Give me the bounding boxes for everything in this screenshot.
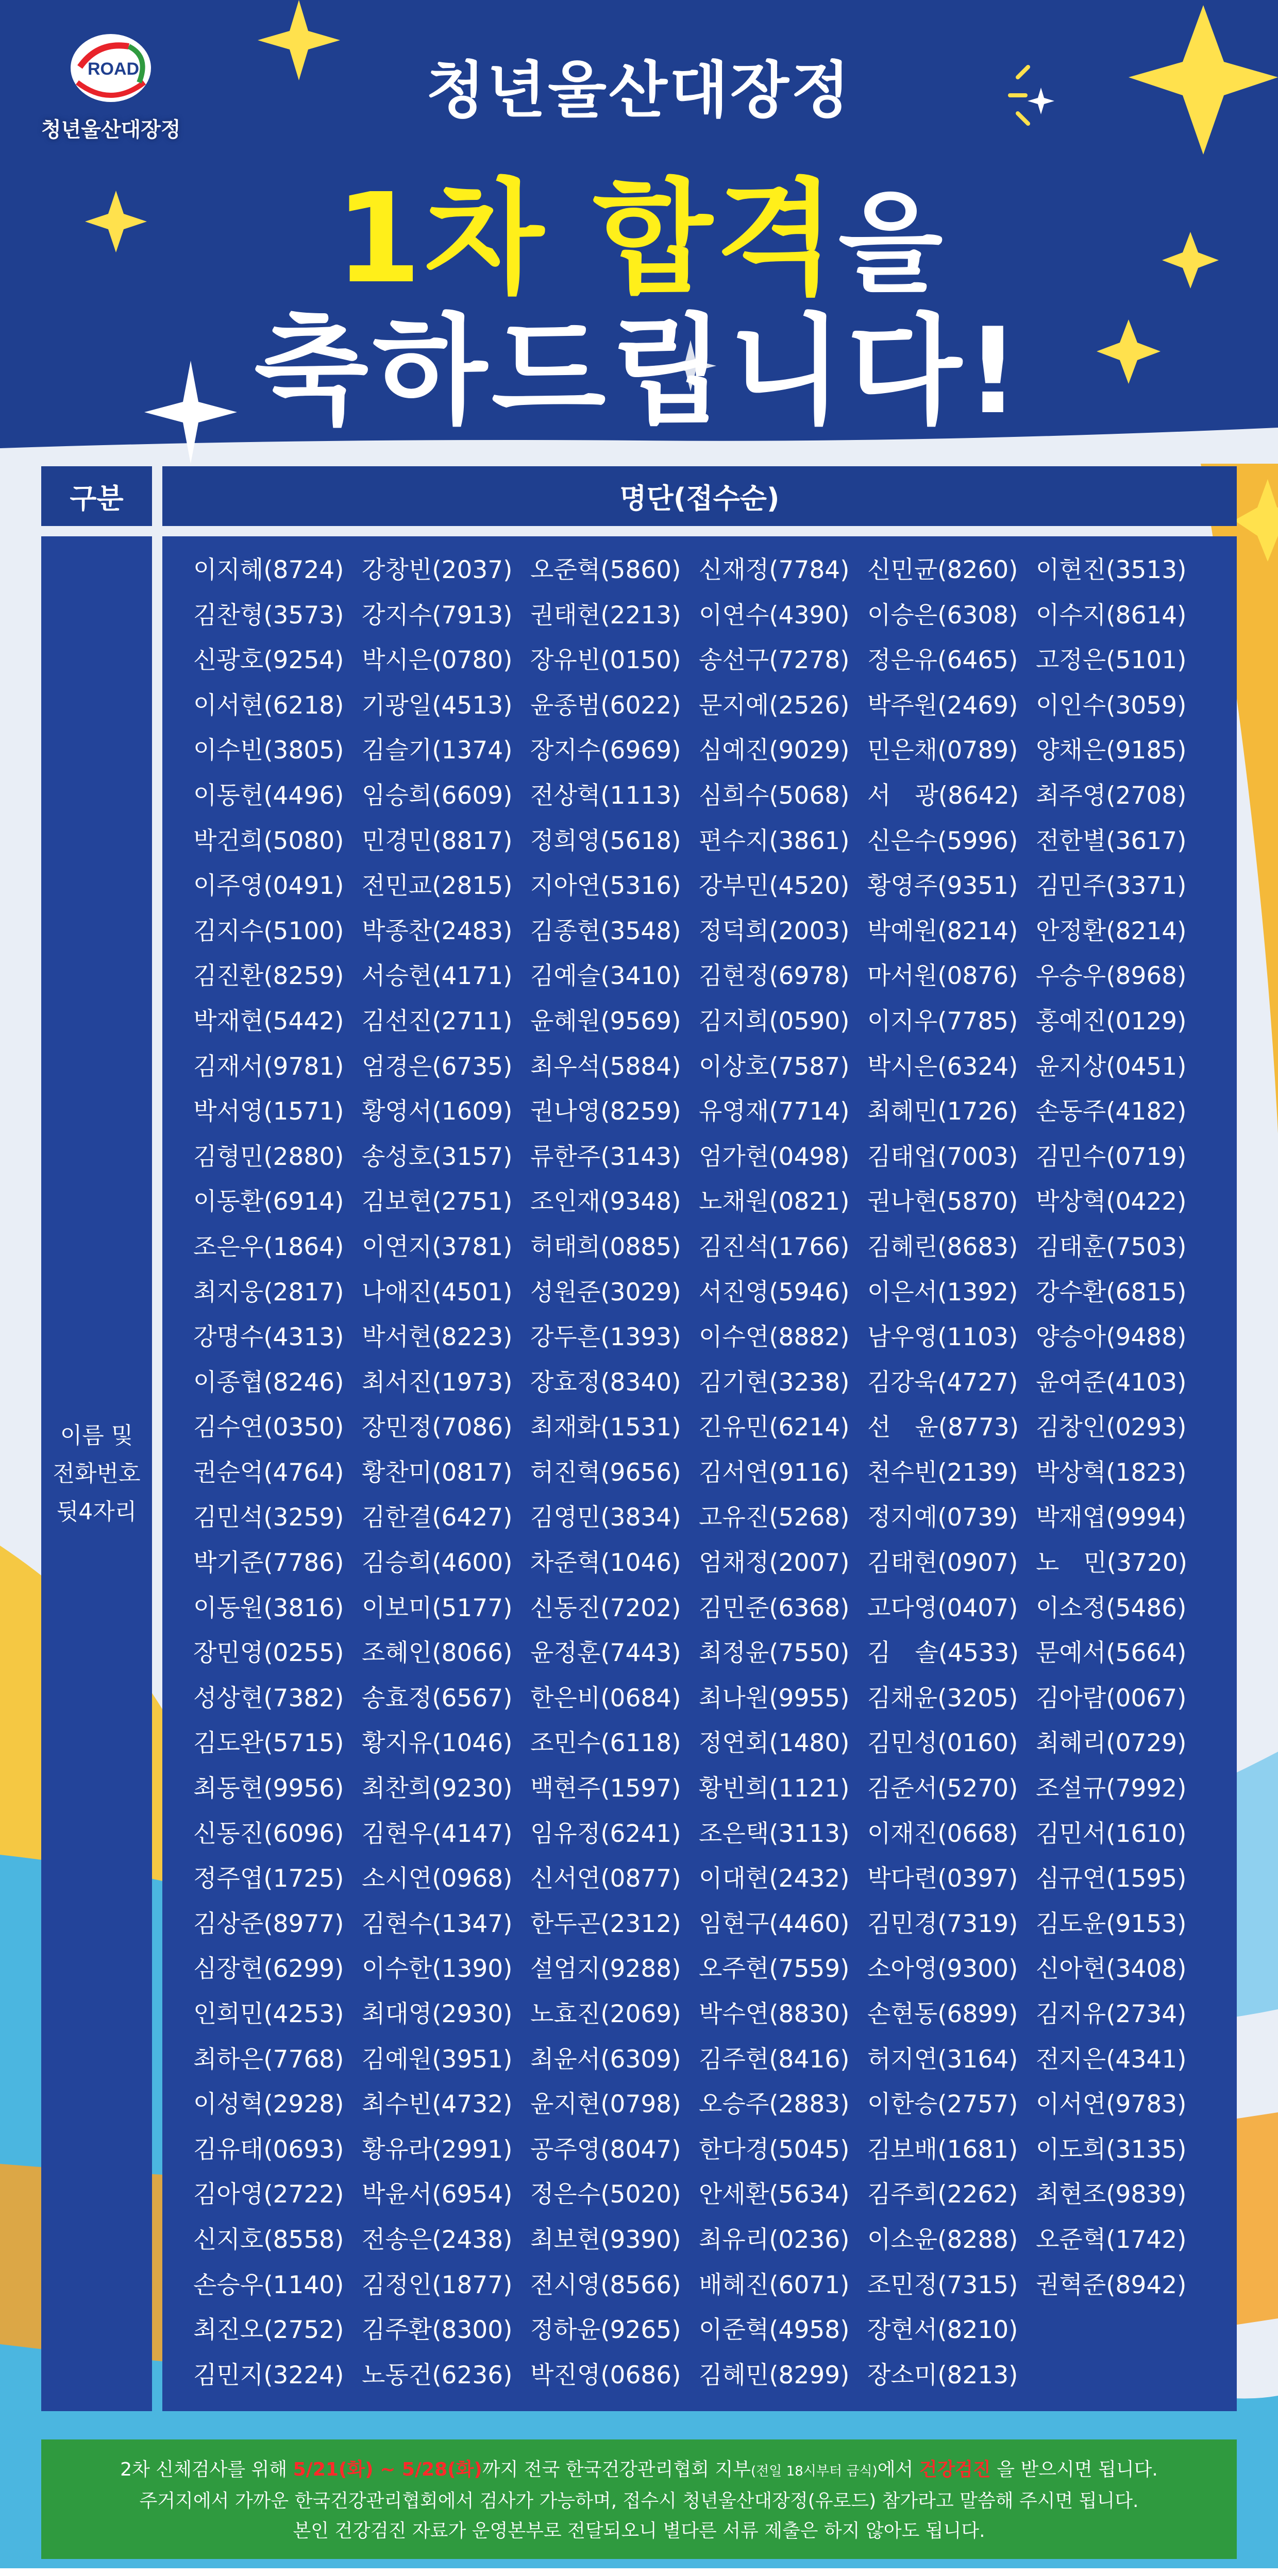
name-entry: 김민서(1610) <box>1036 1819 1187 1848</box>
name-entry: 손승우(1140) <box>193 2270 344 2299</box>
name-entry: 김도윤(9153) <box>1036 1909 1187 1938</box>
name-entry: 김현우(4147) <box>362 1819 513 1848</box>
name-entry: 윤지현(0798) <box>530 2090 681 2119</box>
name-entry: 최하은(7768) <box>193 2045 344 2074</box>
name-entry: 양채은(9185) <box>1036 736 1187 765</box>
name-entry: 서 광(8642) <box>867 781 1019 810</box>
name-entry: 한은비(0684) <box>530 1684 681 1713</box>
name-entry: 최보현(9390) <box>530 2225 681 2254</box>
name-entry: 김민석(3259) <box>193 1503 344 1532</box>
name-entry: 최찬희(9230) <box>362 1774 513 1803</box>
name-entry: 윤정훈(7443) <box>530 1639 681 1668</box>
name-entry: 공주영(8047) <box>530 2135 681 2164</box>
name-entry: 박예원(8214) <box>867 917 1018 945</box>
name-entry: 권나현(5870) <box>867 1188 1018 1216</box>
name-entry: 허지연(3164) <box>867 2045 1018 2074</box>
name-entry: 김주희(2262) <box>867 2180 1018 2209</box>
headline-highlight: 1차 합격 <box>335 166 838 311</box>
name-entry: 정희영(5618) <box>530 826 681 855</box>
name-entry: 강두흔(1393) <box>530 1323 681 1352</box>
name-entry: 강지수(7913) <box>362 601 513 630</box>
name-entry: 최현조(9839) <box>1036 2180 1187 2209</box>
name-entry: 전송은(2438) <box>362 2225 513 2254</box>
name-entry: 김창인(0293) <box>1036 1413 1187 1442</box>
name-entry: 손현동(6899) <box>867 2000 1018 2028</box>
name-entry: 노효진(2069) <box>530 2000 681 2028</box>
name-entry: 천수빈(2139) <box>867 1458 1018 1487</box>
name-entry: 서진영(5946) <box>699 1278 850 1307</box>
notice-line2: 주거지에서 가까운 한국건강관리협회에서 검사가 가능하며, 접수시 청년울산대장정(유로드) 참가라고 말씀해 주시면 됩니다. <box>139 2490 1139 2512</box>
name-entry: 신민균(8260) <box>867 556 1018 584</box>
name-entry: 정하윤(9265) <box>530 2316 681 2345</box>
name-entry: 엄채정(2007) <box>699 1549 850 1578</box>
notice-checkup: 건강검진 <box>919 2459 991 2480</box>
name-entry: 선 윤(8773) <box>867 1413 1019 1442</box>
name-entry: 신지호(8558) <box>193 2225 344 2254</box>
name-entry: 김 솔(4533) <box>867 1639 1019 1668</box>
name-entry: 권순억(4764) <box>193 1458 344 1487</box>
name-entry: 김기현(3238) <box>699 1368 850 1397</box>
name-entry: 김민성(0160) <box>867 1729 1018 1758</box>
name-entry: 심규연(1595) <box>1036 1865 1187 1893</box>
name-entry: 김민준(6368) <box>699 1594 850 1622</box>
name-entry: 문지예(2526) <box>699 691 850 720</box>
name-entry: 김보배(1681) <box>867 2135 1018 2164</box>
name-entry: 이한승(2757) <box>867 2090 1018 2119</box>
name-entry: 조인재(9348) <box>530 1188 681 1216</box>
name-entry: 박서영(1571) <box>193 1097 344 1126</box>
name-entry: 이수연(8882) <box>699 1323 850 1352</box>
name-entry: 최혜민(1726) <box>867 1097 1018 1126</box>
name-entry: 장유빈(0150) <box>530 646 681 675</box>
name-entry: 인희민(4253) <box>193 2000 344 2028</box>
name-entry: 이은서(1392) <box>867 1278 1018 1307</box>
name-entry: 임현구(4460) <box>699 1909 850 1938</box>
name-entry: 정덕희(2003) <box>699 917 850 945</box>
name-entry: 전민교(2815) <box>362 872 513 901</box>
name-entry: 정연회(1480) <box>699 1729 850 1758</box>
notice-line1 <box>41 2455 1237 2486</box>
name-entry: 최지웅(2817) <box>193 1278 344 1307</box>
name-entry: 이연지(3781) <box>362 1232 513 1261</box>
name-entry: 김찬형(3573) <box>193 601 344 630</box>
name-entry: 김주환(8300) <box>362 2316 513 2345</box>
name-entry: 김채윤(3205) <box>867 1684 1018 1713</box>
name-entry: 박상혁(0422) <box>1036 1188 1187 1216</box>
name-entry: 김서연(9116) <box>699 1458 850 1487</box>
name-entry: 김보현(2751) <box>362 1188 513 1216</box>
name-entry: 문예서(5664) <box>1036 1639 1187 1668</box>
name-entry: 최대영(2930) <box>362 2000 513 2028</box>
name-entry: 홍예진(0129) <box>1036 1007 1187 1036</box>
name-entry: 임유정(6241) <box>530 1819 681 1848</box>
name-entry: 김영민(3834) <box>530 1503 681 1532</box>
notice-box <box>41 2439 1237 2559</box>
name-entry: 최윤서(6309) <box>530 2045 681 2074</box>
name-entry: 황영서(1609) <box>362 1097 513 1126</box>
name-entry: 차준혁(1046) <box>530 1549 681 1578</box>
name-entry: 신광호(9254) <box>193 646 344 675</box>
name-entry: 김선진(2711) <box>362 1007 513 1036</box>
name-entry: 김재서(9781) <box>193 1052 344 1081</box>
name-entry: 김지수(5100) <box>193 917 344 945</box>
name-entry: 오주현(7559) <box>699 1955 850 1984</box>
name-entry: 김예원(3951) <box>362 2045 513 2074</box>
name-entry: 이종협(8246) <box>193 1368 344 1397</box>
name-entry: 황찬미(0817) <box>362 1458 513 1487</box>
name-entry: 최유리(0236) <box>699 2225 850 2254</box>
name-entry: 민경민(8817) <box>362 826 513 855</box>
name-entry: 이동환(6914) <box>193 1188 344 1216</box>
name-entry: 이소윤(8288) <box>867 2225 1018 2254</box>
name-entry: 김태업(7003) <box>867 1142 1018 1171</box>
name-entry: 황지유(1046) <box>362 1729 513 1758</box>
name-entry: 신동진(6096) <box>193 1819 344 1848</box>
name-entry: 최우석(5884) <box>530 1052 681 1081</box>
name-entry: 허태희(0885) <box>530 1232 681 1261</box>
name-entry: 전한별(3617) <box>1036 826 1187 855</box>
name-entry: 이주영(0491) <box>193 872 344 901</box>
name-entry: 설엄지(9288) <box>530 1955 681 1984</box>
pass-list-table <box>41 466 1237 2411</box>
name-entry: 김현수(1347) <box>362 1909 513 1938</box>
name-entry: 김태훈(7503) <box>1036 1232 1187 1261</box>
name-entry: 최동현(9956) <box>193 1774 344 1803</box>
name-entry: 정은수(5020) <box>530 2180 681 2209</box>
name-entry: 허진혁(9656) <box>530 1458 681 1487</box>
headline-suffix: 을 <box>838 181 943 307</box>
name-entry: 김슬기(1374) <box>362 736 513 765</box>
category-line: 이름 및 <box>60 1422 133 1449</box>
name-entry: 고유진(5268) <box>699 1503 850 1532</box>
name-entry: 박시은(6324) <box>867 1052 1018 1081</box>
name-entry: 김현정(6978) <box>699 962 850 991</box>
name-entry: 전지은(4341) <box>1036 2045 1187 2074</box>
name-entry: 박다련(0397) <box>867 1865 1018 1893</box>
name-entry: 권나영(8259) <box>530 1097 681 1126</box>
name-entry: 안정환(8214) <box>1036 917 1187 945</box>
headline-line2: 축하드립니다! <box>254 303 1024 440</box>
name-entry: 조혜인(8066) <box>362 1639 513 1668</box>
name-entry: 송효정(6567) <box>362 1684 513 1713</box>
name-entry: 윤종범(6022) <box>530 691 681 720</box>
name-entry: 지아연(5316) <box>530 872 681 901</box>
name-entry: 김예슬(3410) <box>530 962 681 991</box>
name-entry: 조은택(3113) <box>699 1819 850 1848</box>
name-entry: 신재정(7784) <box>699 556 850 584</box>
footer-host <box>196 2568 395 2576</box>
name-entry: 오준혁(1742) <box>1036 2225 1187 2254</box>
name-entry: 김수연(0350) <box>193 1413 344 1442</box>
header-list: 명단(접수순) <box>162 466 1237 526</box>
name-entry: 박종찬(2483) <box>362 917 513 945</box>
name-entry: 고정은(5101) <box>1036 646 1187 675</box>
name-entry: 김민경(7319) <box>867 1909 1018 1938</box>
name-entry: 최수빈(4732) <box>362 2090 513 2119</box>
name-entry: 이지우(7785) <box>867 1007 1018 1036</box>
name-entry: 강명수(4313) <box>193 1323 344 1352</box>
name-entry <box>1036 2353 1204 2398</box>
name-entry: 송성호(3157) <box>362 1142 513 1171</box>
name-entry: 한두곤(2312) <box>530 1909 681 1938</box>
name-entry: 신아현(3408) <box>1036 1955 1187 1984</box>
name-entry: 성상현(7382) <box>193 1684 344 1713</box>
notice-dates: 5/21(화) ~ 5/28(화) <box>293 2459 482 2480</box>
name-entry: 임승희(6609) <box>362 781 513 810</box>
name-entry: 윤혜원(9569) <box>530 1007 681 1036</box>
name-entry: 고다영(0407) <box>867 1594 1018 1622</box>
name-entry: 김민지(3224) <box>193 2361 344 2389</box>
name-entry: 황영주(9351) <box>867 872 1018 901</box>
name-entry <box>1036 2308 1204 2353</box>
notice-line3: 본인 건강검진 자료가 운영본부로 전달되오니 별다른 서류 제출은 하지 않아도 됩니다. <box>293 2520 985 2541</box>
name-entry: 박시은(0780) <box>362 646 513 675</box>
name-entry: 김도완(5715) <box>193 1729 344 1758</box>
name-entry: 김정인(1877) <box>362 2270 513 2299</box>
name-entry: 마서원(0876) <box>867 962 1018 991</box>
name-entry: 김진환(8259) <box>193 962 344 991</box>
name-entry: 노 민(3720) <box>1036 1549 1188 1578</box>
name-entry: 신동진(7202) <box>530 1594 681 1622</box>
name-entry: 이지혜(8724) <box>193 556 344 584</box>
name-entry: 김지유(2734) <box>1036 2000 1187 2028</box>
name-entry: 김민주(3371) <box>1036 872 1187 901</box>
name-entry: 소시연(0968) <box>362 1865 513 1893</box>
name-entry: 김상준(8977) <box>193 1909 344 1938</box>
category-line: 뒷4자리 <box>56 1498 137 1525</box>
name-entry: 김준서(5270) <box>867 1774 1018 1803</box>
name-entry: 박윤서(6954) <box>362 2180 513 2209</box>
footer <box>0 2568 1278 2576</box>
name-entry: 이서현(6218) <box>193 691 344 720</box>
name-entry: 최정윤(7550) <box>699 1639 850 1668</box>
name-entry: 최나원(9955) <box>699 1684 850 1713</box>
name-entry: 강창빈(2037) <box>362 556 513 584</box>
name-entry: 박수연(8830) <box>699 2000 850 2028</box>
name-entry: 강부민(4520) <box>699 872 850 901</box>
name-entry: 최진오(2752) <box>193 2316 344 2345</box>
name-entry: 오준혁(5860) <box>530 556 681 584</box>
name-entry: 김유태(0693) <box>193 2135 344 2164</box>
name-entry: 장지수(6969) <box>530 736 681 765</box>
name-entry: 장현서(8210) <box>867 2316 1018 2345</box>
name-entry: 소아영(9300) <box>867 1955 1018 1984</box>
name-entry: 민은채(0789) <box>867 736 1018 765</box>
category-cell <box>41 536 152 2411</box>
name-entry: 조민수(6118) <box>530 1729 681 1758</box>
name-entry: 최재화(1531) <box>530 1413 681 1442</box>
name-entry: 장효정(8340) <box>530 1368 681 1397</box>
name-entry: 정지예(0739) <box>867 1503 1018 1532</box>
name-entry: 전상혁(1113) <box>530 781 681 810</box>
name-entry: 김아람(0067) <box>1036 1684 1187 1713</box>
name-entry: 신은수(5996) <box>867 826 1018 855</box>
name-entry: 이대현(2432) <box>699 1865 850 1893</box>
name-entry: 오승주(2883) <box>699 2090 850 2119</box>
name-entry: 편수지(3861) <box>699 826 850 855</box>
names-cell <box>162 536 1237 2411</box>
name-entry: 성원준(3029) <box>530 1278 681 1307</box>
notice-text: 에서 <box>877 2459 919 2480</box>
name-entry: 한다경(5045) <box>699 2135 850 2164</box>
name-entry: 이보미(5177) <box>362 1594 513 1622</box>
name-entry: 긴유민(6214) <box>699 1413 850 1442</box>
name-entry: 남우영(1103) <box>867 1323 1018 1352</box>
notice-text: 까지 전국 한국건강관리협회 지부 <box>482 2459 751 2480</box>
name-entry: 정주엽(1725) <box>193 1865 344 1893</box>
name-entry: 이소정(5486) <box>1036 1594 1187 1622</box>
name-entry: 김아영(2722) <box>193 2180 344 2209</box>
name-entry: 김형민(2880) <box>193 1142 344 1171</box>
name-entry: 송선구(7278) <box>699 646 850 675</box>
name-entry: 우승우(8968) <box>1036 962 1187 991</box>
name-entry: 이성혁(2928) <box>193 2090 344 2119</box>
name-entry: 노동건(6236) <box>362 2361 513 2389</box>
name-entry: 황유라(2991) <box>362 2135 513 2164</box>
name-entry: 박상혁(1823) <box>1036 1458 1187 1487</box>
name-entry: 양승아(9488) <box>1036 1323 1187 1352</box>
name-entry: 조민정(7315) <box>867 2270 1018 2299</box>
name-entry: 엄가현(0498) <box>699 1142 850 1171</box>
name-entry: 손동주(4182) <box>1036 1097 1187 1126</box>
category-line: 전화번호 <box>53 1460 141 1487</box>
name-entry: 이현진(3513) <box>1036 556 1187 584</box>
footer-sponsor <box>443 2568 635 2576</box>
name-entry: 노채원(0821) <box>699 1188 850 1216</box>
footer-partner <box>670 2568 917 2576</box>
name-entry: 황빈희(1121) <box>699 1774 850 1803</box>
name-entry: 김지희(0590) <box>699 1007 850 1036</box>
name-entry: 이인수(3059) <box>1036 691 1187 720</box>
notice-text: 을 받으시면 됩니다. <box>990 2459 1158 2480</box>
name-entry: 안세환(5634) <box>699 2180 850 2209</box>
notice-text: 2차 신체검사를 위해 <box>120 2459 293 2480</box>
name-entry: 정은유(6465) <box>867 646 1018 675</box>
name-entry: 김태현(0907) <box>867 1549 1018 1578</box>
name-entry: 김한결(6427) <box>362 1503 513 1532</box>
name-entry: 박주원(2469) <box>867 691 1018 720</box>
name-entry: 박건희(5080) <box>193 826 344 855</box>
name-entry: 심예진(9029) <box>699 736 850 765</box>
name-entry: 서승현(4171) <box>362 962 513 991</box>
name-entry: 이수한(1390) <box>362 1955 513 1984</box>
event-title: 청년울산대장정 <box>426 55 852 126</box>
name-entry: 조은우(1864) <box>193 1232 344 1261</box>
svg-text:ROAD: ROAD <box>88 59 140 79</box>
name-entry: 최서진(1973) <box>362 1368 513 1397</box>
name-entry: 나애진(4501) <box>362 1278 513 1307</box>
name-entry: 기광일(4513) <box>362 691 513 720</box>
name-entry: 이연수(4390) <box>699 601 850 630</box>
name-entry: 이서연(9783) <box>1036 2090 1187 2119</box>
name-entry: 박진영(0686) <box>530 2361 681 2389</box>
name-entry: 심장현(6299) <box>193 1955 344 1984</box>
name-entry: 최혜리(0729) <box>1036 1729 1187 1758</box>
name-entry: 박재현(5442) <box>193 1007 344 1036</box>
name-entry: 김민수(0719) <box>1036 1142 1187 1171</box>
name-entry: 박기준(7786) <box>193 1549 344 1578</box>
name-entry: 장민영(0255) <box>193 1639 344 1668</box>
notice-fasting: (전일 18시부터 금식) <box>751 2464 878 2479</box>
names-grid <box>193 548 1234 2398</box>
name-entry: 김진석(1766) <box>699 1232 850 1261</box>
logo-text: 청년울산대장정 <box>41 118 181 142</box>
name-entry: 엄경은(6735) <box>362 1052 513 1081</box>
name-entry: 권태현(2213) <box>530 601 681 630</box>
name-entry: 김승희(4600) <box>362 1549 513 1578</box>
name-entry: 이상호(7587) <box>699 1052 850 1081</box>
name-entry: 이재진(0668) <box>867 1819 1018 1848</box>
name-entry: 이준혁(4958) <box>699 2316 850 2345</box>
name-entry: 박서현(8223) <box>362 1323 513 1352</box>
name-entry: 조설규(7992) <box>1036 1774 1187 1803</box>
name-entry: 이도희(3135) <box>1036 2135 1187 2164</box>
name-entry: 배혜진(6071) <box>699 2270 850 2299</box>
name-entry: 이동헌(4496) <box>193 781 344 810</box>
name-entry: 백현주(1597) <box>530 1774 681 1803</box>
name-entry: 장소미(8213) <box>867 2361 1018 2389</box>
name-entry: 장민정(7086) <box>362 1413 513 1442</box>
name-entry: 권혁준(8942) <box>1036 2270 1187 2299</box>
name-entry: 이수빈(3805) <box>193 736 344 765</box>
name-entry: 류한주(3143) <box>530 1142 681 1171</box>
name-entry: 심희수(5068) <box>699 781 850 810</box>
name-entry: 이수지(8614) <box>1036 601 1187 630</box>
name-entry: 신서연(0877) <box>530 1865 681 1893</box>
name-entry: 윤여준(4103) <box>1036 1368 1187 1397</box>
header-category: 구분 <box>41 466 152 526</box>
name-entry: 강수환(6815) <box>1036 1278 1187 1307</box>
name-entry: 윤지상(0451) <box>1036 1052 1187 1081</box>
name-entry: 김혜린(8683) <box>867 1232 1018 1261</box>
name-entry: 김종현(3548) <box>530 917 681 945</box>
name-entry: 김강욱(4727) <box>867 1368 1018 1397</box>
name-entry: 김주현(8416) <box>699 2045 850 2074</box>
name-entry: 박재엽(9994) <box>1036 1503 1187 1532</box>
name-entry: 김혜민(8299) <box>699 2361 850 2389</box>
name-entry: 이승은(6308) <box>867 601 1018 630</box>
name-entry: 최주영(2708) <box>1036 781 1187 810</box>
name-entry: 유영재(7714) <box>699 1097 850 1126</box>
name-entry: 이동원(3816) <box>193 1594 344 1622</box>
name-entry: 전시영(8566) <box>530 2270 681 2299</box>
